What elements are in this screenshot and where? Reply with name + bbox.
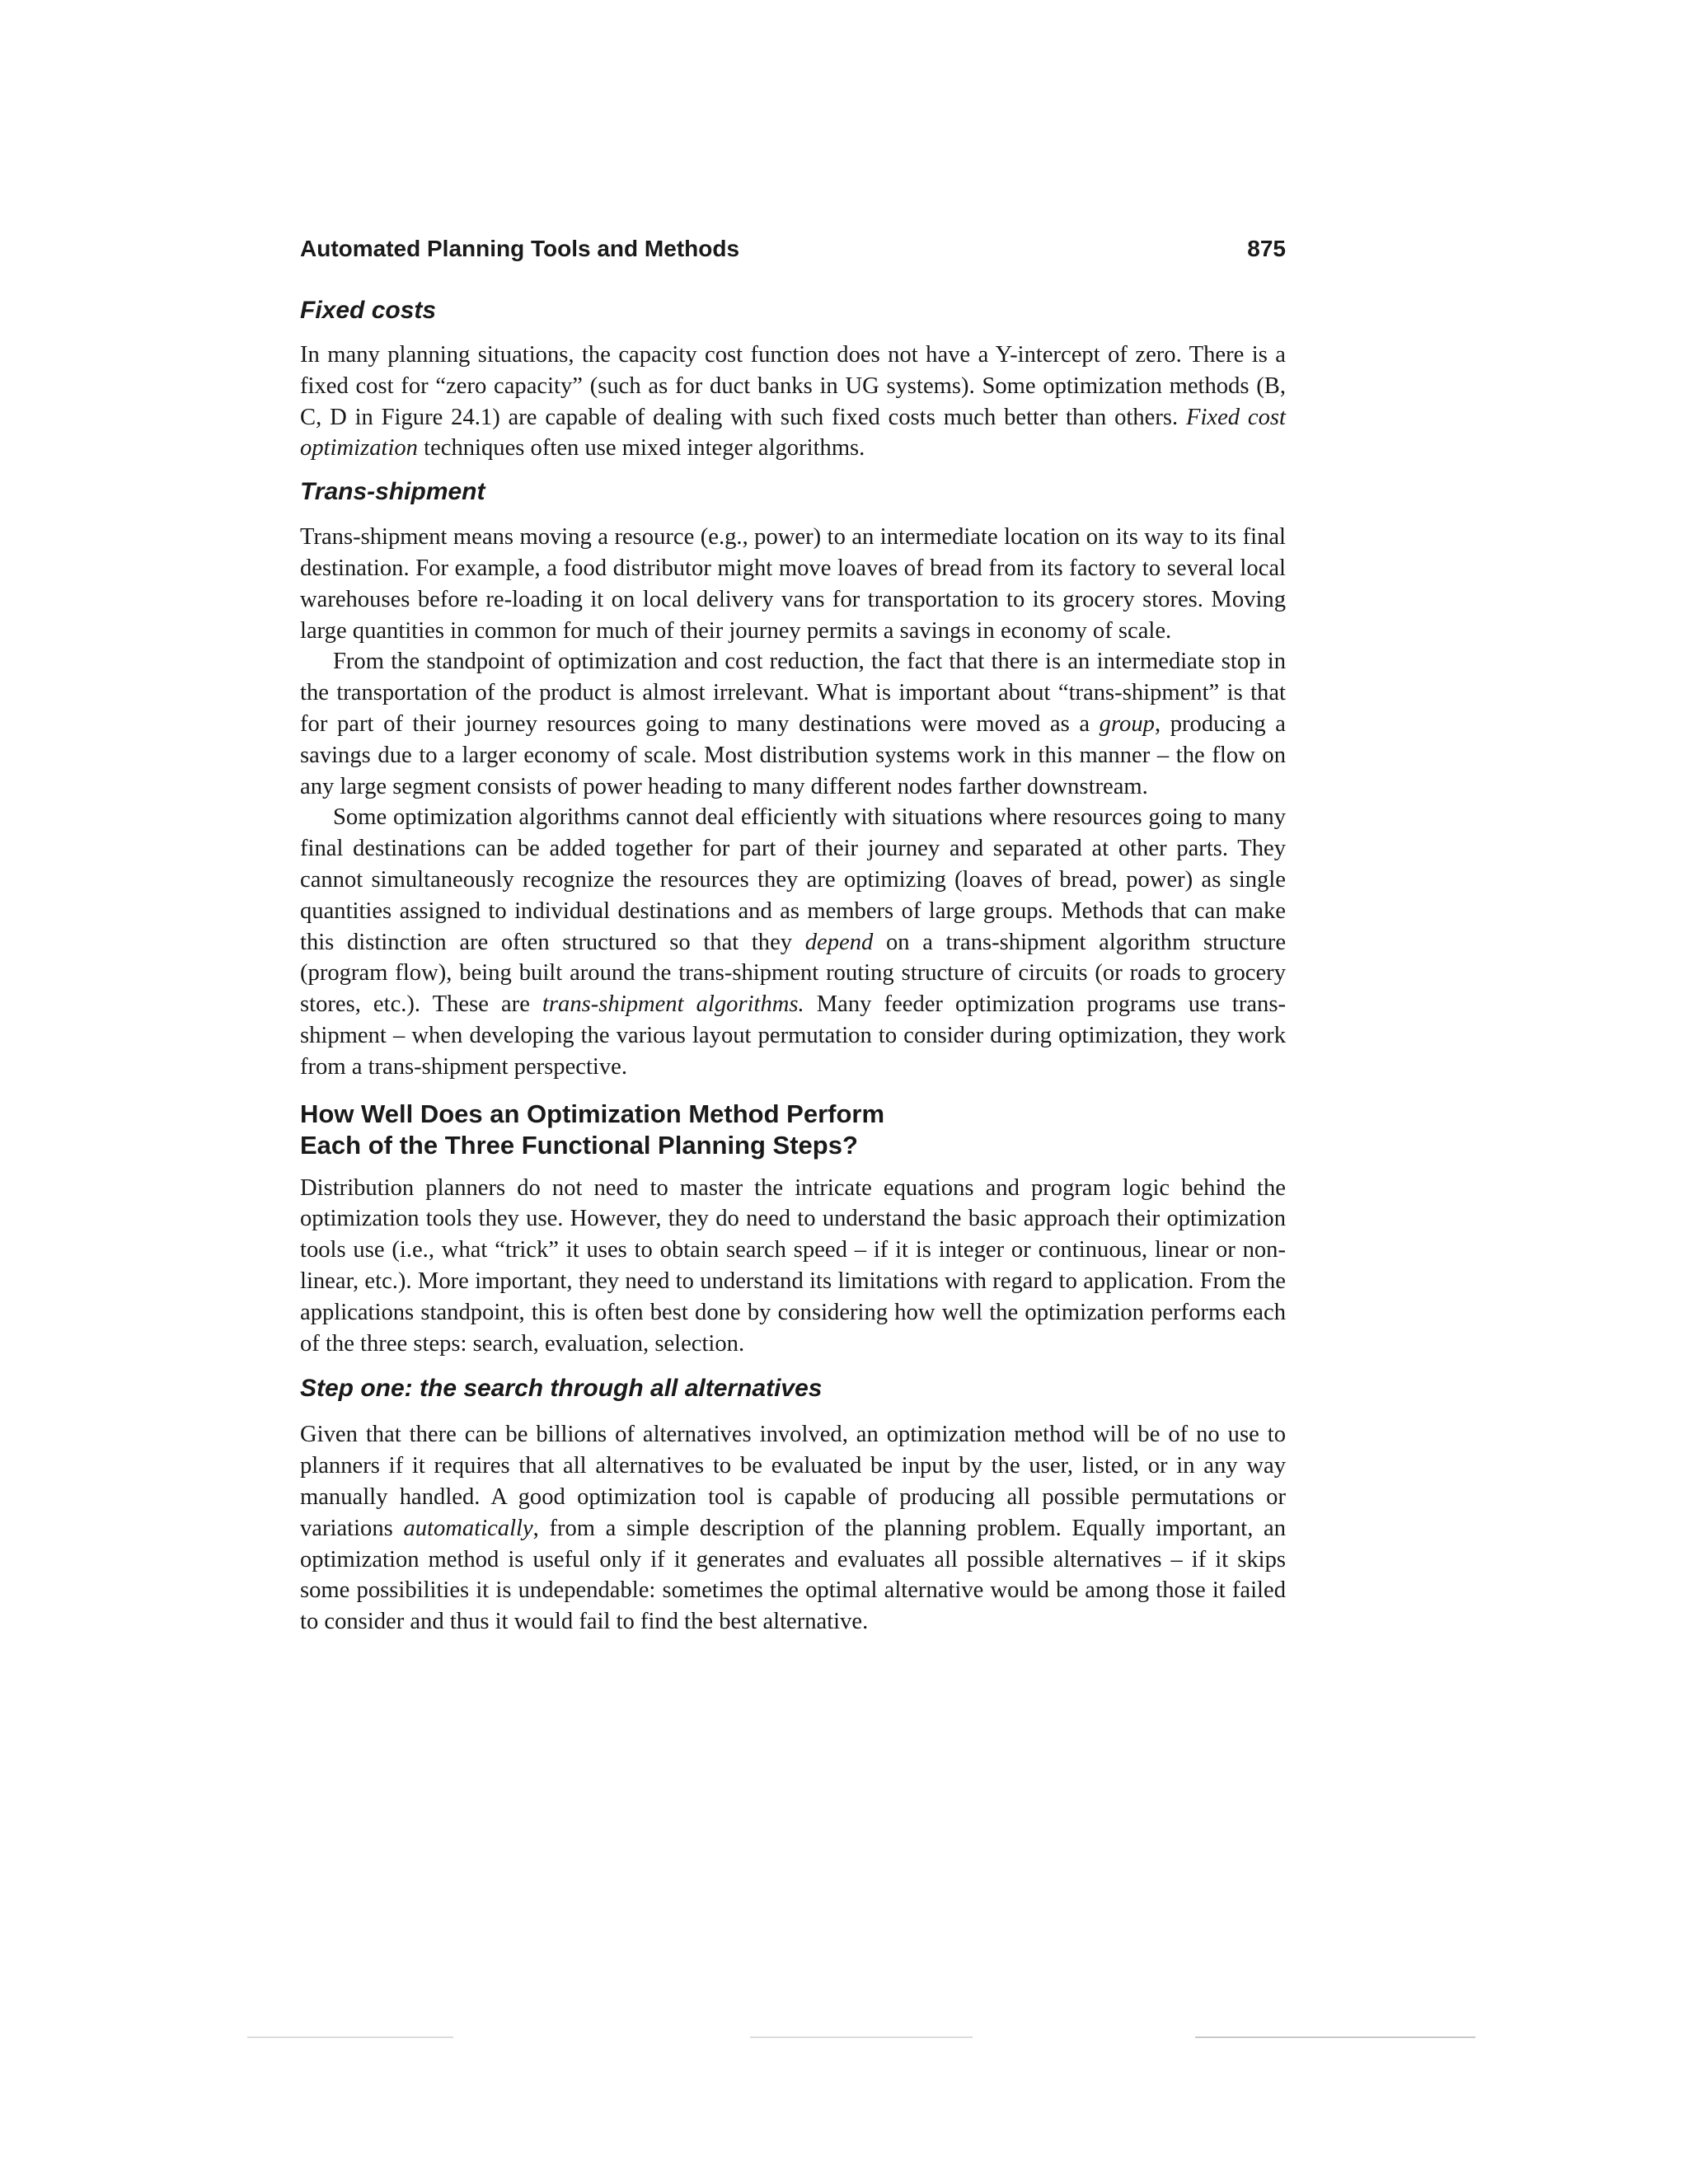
paragraph-trans-shipment-1: Trans-shipment means moving a resource (e.g., power) to an intermediate location on its way to its final destination. For example, a food distributor might move loaves of bread from its factory to several local warehouses before re-loading it on local delivery vans for transportation to its grocery stores. Moving large quantities in common for much of their journey permits a savings in economy of scale. (300, 524, 1286, 644)
paragraph-step-one-text-a: Given that there can be billions of alternatives involved, an optimization method will be of no use to planners if it requires that all alternatives to be evaluated be input by the user, listed, or in any way manually handled. A good optimization tool is capable of producing all possible permutations or variations (300, 1422, 1286, 1541)
heading-fixed-costs: Fixed costs (300, 297, 437, 324)
paragraph-trans-shipment-3-text-b: on a trans-shipment algorithm structure (program flow), being built around the trans-shipment routing structure of circuits (or roads to grocery stores, etc.). These are (300, 929, 1287, 1018)
paragraph-step-one-text-b: , from a simple description of the planning problem. Equally important, an optimization method is useful only if it generates and evaluates all possible alternatives – if it skips some possibilities it is undependable: sometimes the optimal alternative would be among those it failed to consider and thus it would fail to find the best alternative. (300, 1515, 1286, 1635)
emphasis-group: group (1099, 710, 1155, 737)
emphasis-depend: depend (804, 929, 874, 955)
page-number: 875 (1247, 236, 1286, 261)
heading-how-well-line-1: How Well Does an Optimization Method Perform (300, 1099, 885, 1128)
scan-artifact-line (247, 2036, 453, 2038)
paragraph-trans-shipment-3-text-c: Many feeder optimization programs use trans-shipment – when developing the various layout permutation to consider during optimization, they work from a trans-shipment perspective. (300, 991, 1286, 1080)
heading-step-one: Step one: the search through all alternatives (300, 1375, 823, 1403)
paragraph-trans-shipment-2-text-a: From the standpoint of optimization and cost reduction, the fact that there is an intermediate stop in the transportation of the product is almost irrelevant. What is important about “trans-shipment” is that for part of their journey resources going to many destinations were moved as a (300, 649, 1286, 737)
heading-how-well (300, 1099, 1286, 1161)
page-content (300, 232, 1286, 1638)
heading-trans-shipment: Trans-shipment (300, 478, 485, 506)
running-header-title: Automated Planning Tools and Methods (300, 236, 740, 261)
paragraph-trans-shipment-2 (300, 646, 1286, 802)
paragraph-fixed-costs-text-a: In many planning situations, the capacity cost function does not have a Y-intercept of zero. There is a fixed cost for “zero capacity” (such as for duct banks in UG systems). Some optimization methods (B, C, D in Figure 24.1) are capable of dealing with such fixed costs much better than others. (300, 342, 1286, 430)
paragraph-step-one (300, 1419, 1286, 1638)
emphasis-trans-shipment-algorithms: trans-shipment algorithms. (542, 991, 804, 1018)
scan-artifact-line (750, 2036, 973, 2038)
running-header (300, 232, 1286, 272)
scan-artifact-line (1195, 2036, 1475, 2038)
emphasis-fixed-cost-optimization: Fixed cost optimization (300, 404, 1286, 462)
paragraph-trans-shipment-3-text-a: Some optimization algorithms cannot deal efficiently with situations where resources going to many final destinations can be added together for part of their journey and separated at other parts. They cannot simultaneously recognize the resources they are optimizing (loaves of bread, power) as single quantities assigned to individual destinations and as members of large groups. Methods that can make this distinction are often structured so that they (300, 804, 1286, 955)
emphasis-automatically: automatically (403, 1515, 533, 1541)
paragraph-trans-shipment-3 (300, 802, 1286, 1082)
paragraph-trans-shipment-2-text-b: , producing a savings due to a larger economy of scale. Most distribution systems work in this manner – the flow on any large segment consists of power heading to many different nodes farther downstream. (300, 710, 1286, 799)
paragraph-fixed-costs-text-b: techniques often use mixed integer algorithms. (417, 435, 865, 462)
heading-how-well-line-2: Each of the Three Functional Planning Steps? (300, 1130, 858, 1160)
paragraph-how-well: Distribution planners do not need to master the intricate equations and program logic behind the optimization tools they use. However, they do need to understand the basic approach their optimization tools use (i.e., what “trick” it uses to obtain search speed – if it is integer or continuous, linear or non-linear, etc.). More important, they need to understand its limitations with regard to application. From the applications standpoint, this is often best done by considering how well the optimization performs each of the three steps: search, evaluation, selection. (300, 1174, 1286, 1357)
paragraph-fixed-costs (300, 340, 1286, 464)
